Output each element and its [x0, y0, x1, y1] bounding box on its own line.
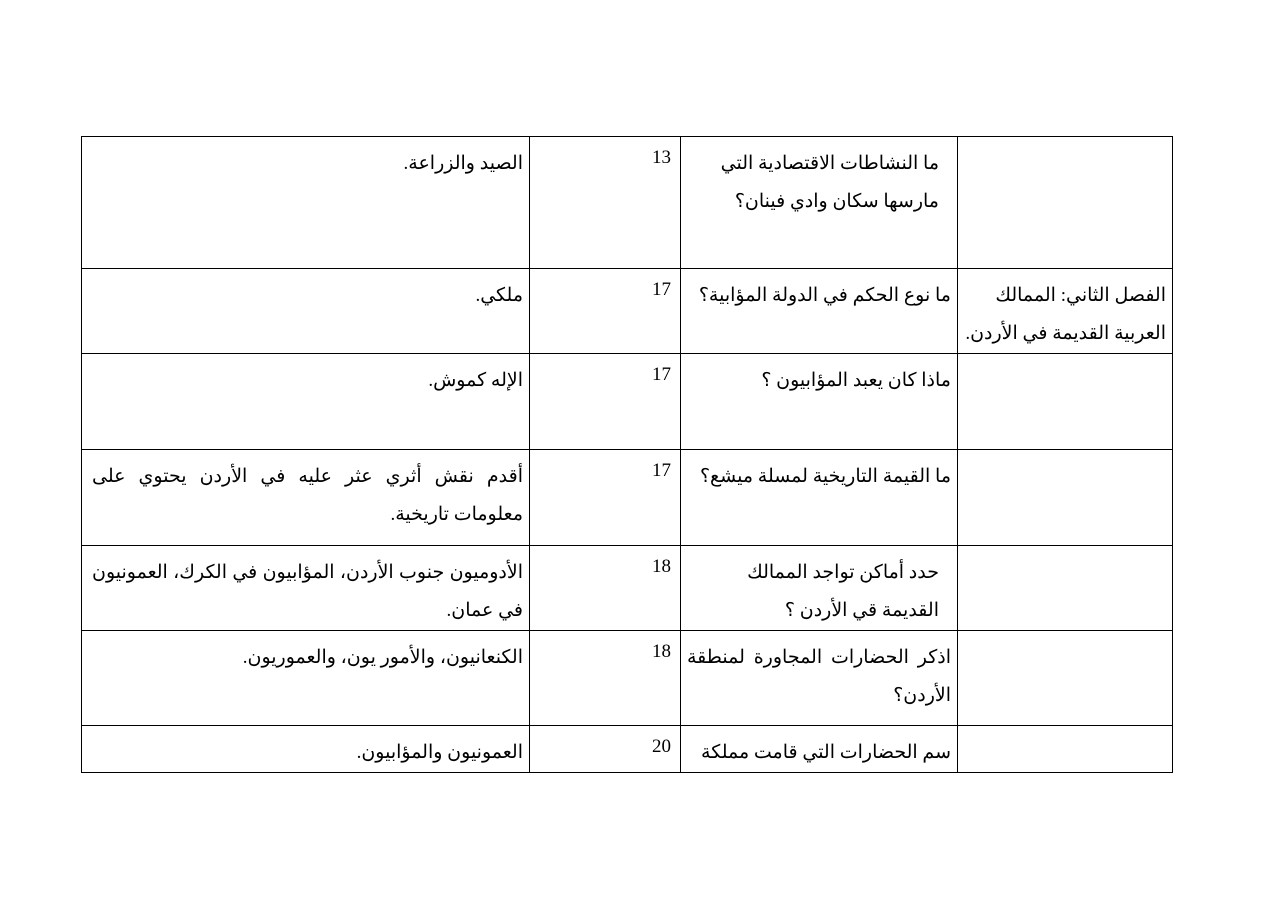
- chapter-cell: الفصل الثاني: الممالك العربية القديمة في الأردن.: [958, 269, 1173, 354]
- table-row: [82, 726, 1173, 773]
- answer-cell: العمونيون والمؤابيون.: [82, 726, 530, 773]
- chapter-cell: [958, 546, 1173, 631]
- page-number-cell: 13: [530, 137, 681, 269]
- questions-table: [81, 136, 1173, 773]
- page-number-cell: 17: [530, 450, 681, 546]
- question-cell: ما نوع الحكم في الدولة المؤابية؟: [681, 269, 958, 354]
- page-number-cell: 17: [530, 269, 681, 354]
- page-number-cell: 18: [530, 546, 681, 631]
- table-row: [82, 354, 1173, 450]
- page-number-cell: 18: [530, 631, 681, 726]
- chapter-cell: [958, 137, 1173, 269]
- table-row: [82, 631, 1173, 726]
- chapter-cell: [958, 726, 1173, 773]
- table-row: [82, 546, 1173, 631]
- answer-cell: ملكي.: [82, 269, 530, 354]
- table-row: [82, 137, 1173, 269]
- question-cell: حدد أماكن تواجد الممالك القديمة قي الأردن ؟: [681, 546, 958, 631]
- answer-cell: الأدوميون جنوب الأردن، المؤابيون في الكرك، العمونيون في عمان.: [82, 546, 530, 631]
- table-row: [82, 450, 1173, 546]
- question-cell: ما القيمة التاريخية لمسلة ميشع؟: [681, 450, 958, 546]
- question-cell: اذكر الحضارات المجاورة لمنطقة الأردن؟: [681, 631, 958, 726]
- chapter-cell: [958, 450, 1173, 546]
- question-cell: ما النشاطات الاقتصادية التي مارسها سكان وادي فينان؟: [681, 137, 958, 269]
- chapter-cell: [958, 631, 1173, 726]
- answer-cell: الكنعانيون، والأمور يون، والعموريون.: [82, 631, 530, 726]
- answer-cell: الصيد والزراعة.: [82, 137, 530, 269]
- question-cell: ماذا كان يعبد المؤابيون ؟: [681, 354, 958, 450]
- page-number-cell: 20: [530, 726, 681, 773]
- answer-cell: أقدم نقش أثري عثر عليه في الأردن يحتوي على معلومات تاريخية.: [82, 450, 530, 546]
- answer-cell: الإله كموش.: [82, 354, 530, 450]
- page-number-cell: 17: [530, 354, 681, 450]
- chapter-cell: [958, 354, 1173, 450]
- question-cell: سم الحضارات التي قامت مملكة: [681, 726, 958, 773]
- table-row: [82, 269, 1173, 354]
